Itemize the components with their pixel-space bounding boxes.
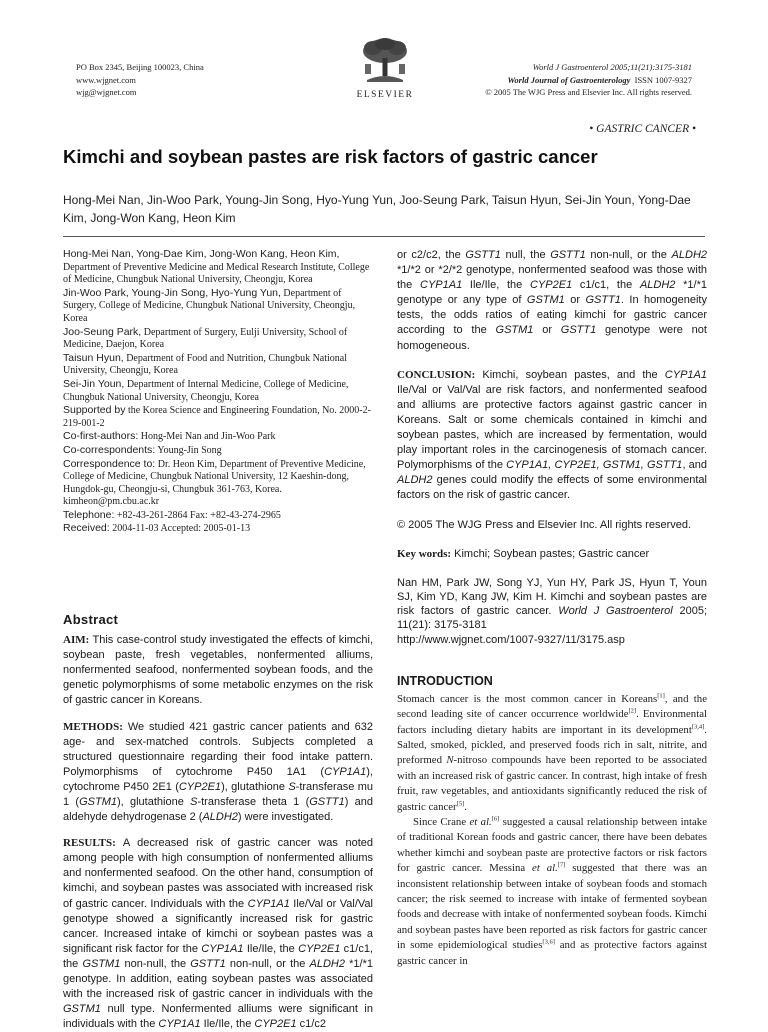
affiliation-detail: Hong-Mei Nan and Jin-Woo Park — [138, 431, 276, 443]
affiliation-detail: Dr. Heon Kim, Department of Preventive Medicine, College of Medicine, Chungbuk National University, 12 Kaeshin-dong, Hungdok-gu, Cheongju-si, Chungbuk 361-763, Korea. kimheon@pm.cbu.ac.kr — [63, 458, 366, 508]
text-run: non-null, or the — [585, 249, 672, 261]
text-run: null type. Nonfermented alliums were significant in individuals with the — [63, 1003, 373, 1031]
text-run: c1/c1, the — [63, 942, 374, 970]
text-run: , and the second leading site of cancer occurrence worldwide — [397, 692, 707, 721]
introduction-heading: INTRODUCTION — [397, 673, 493, 688]
italic-run: et al. — [469, 815, 492, 828]
tree-logo-icon — [359, 36, 411, 84]
gene-name: GSTM1 — [79, 796, 117, 808]
text-run: *1/*2 or *2/*2 genotype, nonfermented seafood was those with the — [397, 264, 707, 292]
gene-name: GSTM1 — [82, 957, 121, 970]
affiliation-lead: Sei-Jin Youn, — [63, 377, 125, 390]
methods-label: METHODS: — [63, 720, 123, 733]
conclusion-text — [397, 369, 707, 502]
header-divider — [63, 236, 705, 237]
citation-ref[interactable]: [6] — [491, 815, 500, 823]
text-run: or — [564, 294, 586, 307]
affiliation-lead: Supported by — [63, 404, 126, 417]
introduction-paragraph — [397, 815, 707, 969]
gene-name: GSTT1 — [190, 957, 226, 970]
gene-name: CYP1A1 — [247, 897, 290, 910]
text-run: . Environmental factors including dietary habits are important in its development — [397, 708, 707, 736]
gene-name: CYP1A1 — [420, 279, 463, 292]
gene-name: CYP1A1 — [158, 1018, 201, 1031]
affiliation-lead: Jin-Woo Park, Young-Jin Song, Hyo-Yung Yun, — [63, 286, 281, 299]
affiliation-entry — [63, 326, 373, 352]
text-run: genotype were not homogeneous. — [397, 324, 707, 352]
affiliation-entry — [63, 444, 373, 458]
citation-url[interactable]: http://www.wjgnet.com/1007-9327/11/3175.asp — [397, 633, 625, 646]
logo-wordmark: ELSEVIER — [356, 90, 414, 100]
gene-name: GSTT1 — [560, 324, 597, 337]
text-run: -nitroso compounds have been reported to be associated with an increased risk of gastric cancer. In contrast, high intake of fresh fruit, raw vegetables, and antioxidants significantly reduced the risk of gastric cancer — [397, 754, 707, 813]
journal-copyright: © 2005 The WJG Press and Elsevier Inc. All rights reserved. — [485, 87, 692, 97]
affiliation-entry — [63, 430, 373, 444]
text-run: -transferase mu 1 ( — [63, 780, 374, 808]
text-run: Ile/Ile, the — [200, 1018, 255, 1031]
gene-name: CYP1A1 — [201, 942, 244, 955]
abstract-methods — [63, 720, 373, 826]
citation-ref[interactable]: [2] — [628, 707, 637, 715]
citation-tail: 2005; 11(21): 3175-3181 — [397, 605, 708, 632]
gene-name: ALDH2 — [671, 249, 708, 261]
text-run: ), glutathione — [116, 796, 191, 808]
affiliation-detail: Department of Surgery, Eulji University, School of Medicine, Daejon, Korea — [63, 326, 348, 351]
affiliation-entry — [63, 404, 373, 430]
publisher-email[interactable]: wjg@wjgnet.com — [76, 87, 137, 97]
text-run: c1/c2 — [296, 1018, 326, 1031]
affiliation-entry — [63, 378, 373, 404]
text-run: null, the — [500, 249, 551, 261]
affiliation-entry — [63, 248, 373, 287]
gene-name: CYP1A1 — [664, 368, 707, 381]
citation-journal: World J Gastroenterol — [558, 605, 673, 618]
text-run: and as protective factors against gastric cancer in — [397, 939, 708, 967]
text-run: Ile/Ile, the — [243, 942, 299, 955]
results-continued — [397, 248, 707, 354]
text-run: -transferase theta 1 ( — [197, 796, 310, 808]
gene-name: GSTM1 — [63, 1003, 101, 1016]
affiliation-detail: +82-43-261-2864 Fax: +82-43-274-2965 — [114, 509, 281, 521]
affiliation-detail: Department of Preventive Medicine and Medical Research Institute, College of Medicine, Chungbuk National University, Cheongju, Korea — [63, 261, 370, 286]
gene-name: CYP2E1 — [178, 780, 222, 793]
text-run: . In homogeneity tests, the odds ratios of eating kimchi for gastric cancer according to the — [397, 294, 707, 337]
text-run: Ile/Val or Val/Val are risk factors, and nonfermented seafood and alliums are protective factors against gastric cancer in Koreans. Salt or some chemicals contained in kimchi and soybean pastes, which are increased by fermentation, would play important roles in the carcinogenesis of stomach cancer. Polymorphisms of the — [397, 383, 707, 472]
text-run: non-null, the — [120, 957, 191, 970]
citation-text: Nan HM, Park JW, Song YJ, Yun HY, Park JS, Hyun T, Youn SJ, Kim YD, Kang JW, Kim H. Kimchi and soybean pastes are risk factors of gastric cancer. — [397, 576, 707, 618]
affiliation-lead: Telephone: — [63, 508, 115, 521]
abstract-conclusion — [397, 368, 707, 504]
affiliation-detail: Department of Surgery, College of Medicine, Chungbuk National University, Cheongju, Korea — [63, 287, 356, 324]
spacer — [63, 536, 373, 612]
right-column — [397, 248, 707, 969]
section-tag: • GASTRIC CANCER • — [589, 123, 696, 135]
gene-name: GSTT1 — [465, 249, 501, 261]
text-run: Stomach cancer is the most common cancer in Koreans — [397, 692, 658, 705]
text-run: Kimchi, soybean pastes, and the — [482, 368, 665, 381]
spacer — [397, 658, 707, 674]
abstract-results — [63, 836, 373, 1032]
gene-name: ALDH2 — [202, 811, 238, 824]
author-list: Hong-Mei Nan, Jin-Woo Park, Young-Jin Song, Hyo-Yung Yun, Joo-Seung Park, Taisun Hyun, Sei-Jin Youn, Yong-Dae Kim, Jong-Won Kang, Heon Kim — [63, 193, 691, 225]
text-run: suggested a causal relationship between intake of traditional Korean foods and gastric cancer, there have been debates whether kimchi and soybean paste are protective factors or risk factors for gastric cancer. Messina — [397, 815, 707, 875]
affiliation-lead: Co-first-authors: — [63, 430, 139, 443]
affiliation-detail: Department of Food and Nutrition, Chungbuk National University, Cheongju, Korea — [63, 352, 348, 377]
text-run: or c2/c2, the — [397, 249, 466, 261]
gene-name: CYP1A1 — [324, 765, 367, 778]
text-run: ) and aldehyde dehydrogenase 2 ( — [63, 796, 374, 824]
text-run: . Salted, smoked, pickled, and preserved foods rich in salt, nitrite, and preformed — [397, 723, 707, 767]
italic-run: N — [446, 754, 454, 767]
gene-name: GSTT1 — [550, 249, 586, 261]
affiliation-detail: 2004-11-03 Accepted: 2005-01-13 — [109, 523, 251, 535]
text-run: Ile/Val or Val/Val genotype showed a significantly increased risk for gastric cancer. Increased intake of kimchi or soybean pastes was a significant risk factor for the — [63, 897, 373, 955]
affiliation-entry — [63, 287, 373, 326]
abstract-copyright: © 2005 The WJG Press and Elsevier Inc. All rights reserved. — [397, 518, 692, 531]
results-text — [63, 837, 373, 1030]
gene-name: ALDH2 — [309, 957, 345, 970]
text-run: *1/*1 genotype. In addition, eating soybean pastes was associated with the increased risk of gastric cancer in individuals with the — [63, 957, 373, 1001]
publisher-address — [76, 61, 204, 99]
affiliation-entry — [63, 458, 373, 509]
text-run: We studied 421 gastric cancer patients and 632 age- and sex-matched controls. Subjects completed a structured questionnaire regarding their food intake pattern. Polymorphisms of cytochrome P450 1A1 ( — [63, 720, 373, 778]
italic-run: et al. — [532, 862, 558, 875]
journal-issn: ISSN 1007-9327 — [634, 74, 692, 85]
keywords-text: Kimchi; Soybean pastes; Gastric cancer — [454, 547, 650, 560]
affiliation-entry — [63, 522, 373, 536]
citation — [397, 576, 707, 647]
left-column — [63, 248, 373, 1032]
affiliation-detail: Young-Jin Song — [155, 444, 222, 456]
gene-name: GSTM1 — [495, 324, 534, 337]
text-run: c1/c1, the — [572, 279, 640, 292]
citation-ref[interactable]: [5] — [456, 799, 465, 807]
journal-info — [485, 61, 692, 99]
abstract-aim — [63, 633, 373, 708]
affiliation-lead: Taisun Hyun, — [63, 351, 124, 364]
text-run: ), glutathione — [221, 780, 289, 793]
affiliation-lead: Received: — [63, 522, 110, 535]
text-run: non-null, or the — [225, 957, 310, 970]
gene-name: GSTM1 — [526, 294, 565, 307]
text-run: or — [533, 324, 561, 337]
gene-name: GSTT1 — [585, 294, 621, 307]
affiliation-lead: Hong-Mei Nan, Yong-Dae Kim, Jong-Won Kang, Heon Kim, — [63, 248, 340, 260]
text-run: Ile/Ile, the — [462, 279, 530, 292]
gene-name: CYP1A1, CYP2E1, GSTM1, GSTT1 — [506, 459, 683, 472]
text-run: , and — [682, 459, 707, 472]
gene-name: CYP2E1 — [254, 1018, 297, 1031]
text-run: genes could modify the effects of some environmental factors on the risk of gastric cancer. — [397, 474, 707, 502]
gene-name: S — [288, 780, 296, 793]
keywords-label: Key words: — [397, 547, 452, 560]
affiliation-detail: Department of Internal Medicine, College of Medicine, Chungbuk National University, Cheongju, Korea — [63, 378, 349, 403]
journal-name: World Journal of Gastroenterology — [507, 74, 631, 85]
gene-name: CYP2E1 — [298, 942, 341, 955]
publisher-website[interactable]: www.wjgnet.com — [76, 74, 136, 85]
journal-issn-line — [485, 74, 692, 87]
abstract-heading: Abstract — [63, 612, 119, 628]
affiliations — [63, 248, 373, 536]
text-run: suggested that there was an inconsistent relationship between intake of soybean foods and stomach cancer; the risk seemed to increase with intake of fermented soybean foods and decrease with intake of nonfermented soybean foods. Kimchi and soybean pastes have been reported as risk factors for gastric cancer in some epidemiological studies — [397, 862, 708, 952]
paper-title: Kimchi and soybean pastes are risk factors of gastric cancer — [63, 146, 598, 167]
gene-name: S — [190, 796, 198, 808]
citation-ref[interactable]: [7] — [557, 861, 566, 869]
conclusion-label: CONCLUSION: — [397, 368, 476, 381]
gene-name: ALDH2 — [639, 279, 676, 292]
citation-ref[interactable]: [3,4] — [691, 722, 705, 730]
text-run: *1/*1 genotype or any type of — [397, 279, 707, 307]
text-run: . — [464, 800, 467, 813]
journal-citation: World J Gastroenterol 2005;11(21):3175-3181 — [532, 62, 692, 72]
text-run: ), cytochrome P450 2E1 ( — [63, 765, 373, 793]
keywords — [397, 547, 707, 562]
elsevier-logo — [352, 36, 418, 100]
citation-ref[interactable]: [3,6] — [542, 938, 555, 946]
affiliation-lead: Correspondence to: — [63, 457, 156, 470]
affiliation-lead: Co-correspondents: — [63, 443, 156, 456]
affiliation-entry — [63, 509, 373, 523]
affiliation-detail: the Korea Science and Engineering Foundation, No. 2000-2-219-001-2 — [63, 405, 371, 429]
gene-name: GSTT1 — [309, 796, 345, 808]
methods-text — [63, 721, 373, 824]
affiliation-lead: Joo-Seung Park, — [63, 325, 142, 338]
introduction-paragraph — [397, 692, 707, 815]
publisher-address-line: PO Box 2345, Beijing 100023, China — [76, 62, 204, 72]
results-label: RESULTS: — [63, 837, 116, 850]
gene-name: ALDH2 — [397, 474, 433, 487]
gene-name: CYP2E1 — [529, 279, 573, 292]
citation-ref[interactable]: [1] — [657, 692, 665, 700]
text-run: ) were investigated. — [237, 811, 334, 824]
aim-text: This case-control study investigated the effects of kimchi, soybean paste, fresh vegetables, nonfermented alliums, nonfermented seafood, nonfermented soybean foods, and the genetic polymorphisms of some metabolic enzymes on the risk of gastric cancer in Koreans. — [63, 634, 373, 707]
aim-label: AIM: — [63, 634, 90, 647]
text-run: A decreased risk of gastric cancer was noted among people with high consumption of nonfermented alliums and nonfermented seafood. On the other hand, consumption of kimchi, and soybean pastes was associated with increased risk of gastric cancer. Individuals with the — [63, 837, 373, 910]
affiliation-entry — [63, 352, 373, 378]
text-run: Since Crane — [413, 815, 470, 828]
